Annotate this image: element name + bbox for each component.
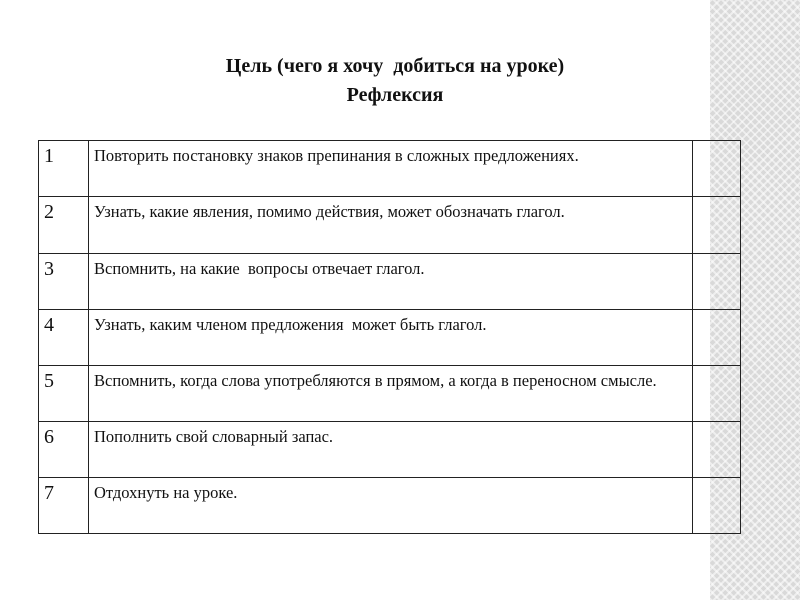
row-number: 2	[39, 197, 89, 254]
row-mark-cell[interactable]	[693, 197, 741, 254]
row-mark-cell[interactable]	[693, 141, 741, 197]
row-number: 7	[39, 478, 89, 534]
row-number: 6	[39, 422, 89, 478]
row-number: 5	[39, 366, 89, 422]
row-mark-cell[interactable]	[693, 366, 741, 422]
table-row	[39, 310, 741, 366]
row-goal-text: Вспомнить, когда слова употребляются в прямом, а когда в переносном смысле.	[89, 366, 693, 422]
table-row	[39, 254, 741, 310]
table-row	[39, 422, 741, 478]
goals-table	[38, 140, 741, 534]
row-goal-text: Пополнить свой словарный запас.	[89, 422, 693, 478]
slide-title	[0, 52, 790, 110]
row-mark-cell[interactable]	[693, 478, 741, 534]
row-mark-cell[interactable]	[693, 310, 741, 366]
title-reflection: Рефлексия	[346, 84, 444, 106]
table-row	[39, 366, 741, 422]
row-mark-cell[interactable]	[693, 254, 741, 310]
row-goal-text: Повторить постановку знаков препинания в сложных предложениях.	[89, 141, 693, 197]
table-row	[39, 197, 741, 254]
title-goal: Цель (чего я хочу добиться на уроке)	[225, 55, 565, 77]
row-goal-text: Узнать, каким членом предложения может быть глагол.	[89, 310, 693, 366]
row-number: 4	[39, 310, 89, 366]
row-number: 3	[39, 254, 89, 310]
row-goal-text: Узнать, какие явления, помимо действия, может обозначать глагол.	[89, 197, 693, 254]
table-row	[39, 141, 741, 197]
row-goal-text: Вспомнить, на какие вопросы отвечает глагол.	[89, 254, 693, 310]
row-goal-text: Отдохнуть на уроке.	[89, 478, 693, 534]
table-row	[39, 478, 741, 534]
row-number: 1	[39, 141, 89, 197]
row-mark-cell[interactable]	[693, 422, 741, 478]
